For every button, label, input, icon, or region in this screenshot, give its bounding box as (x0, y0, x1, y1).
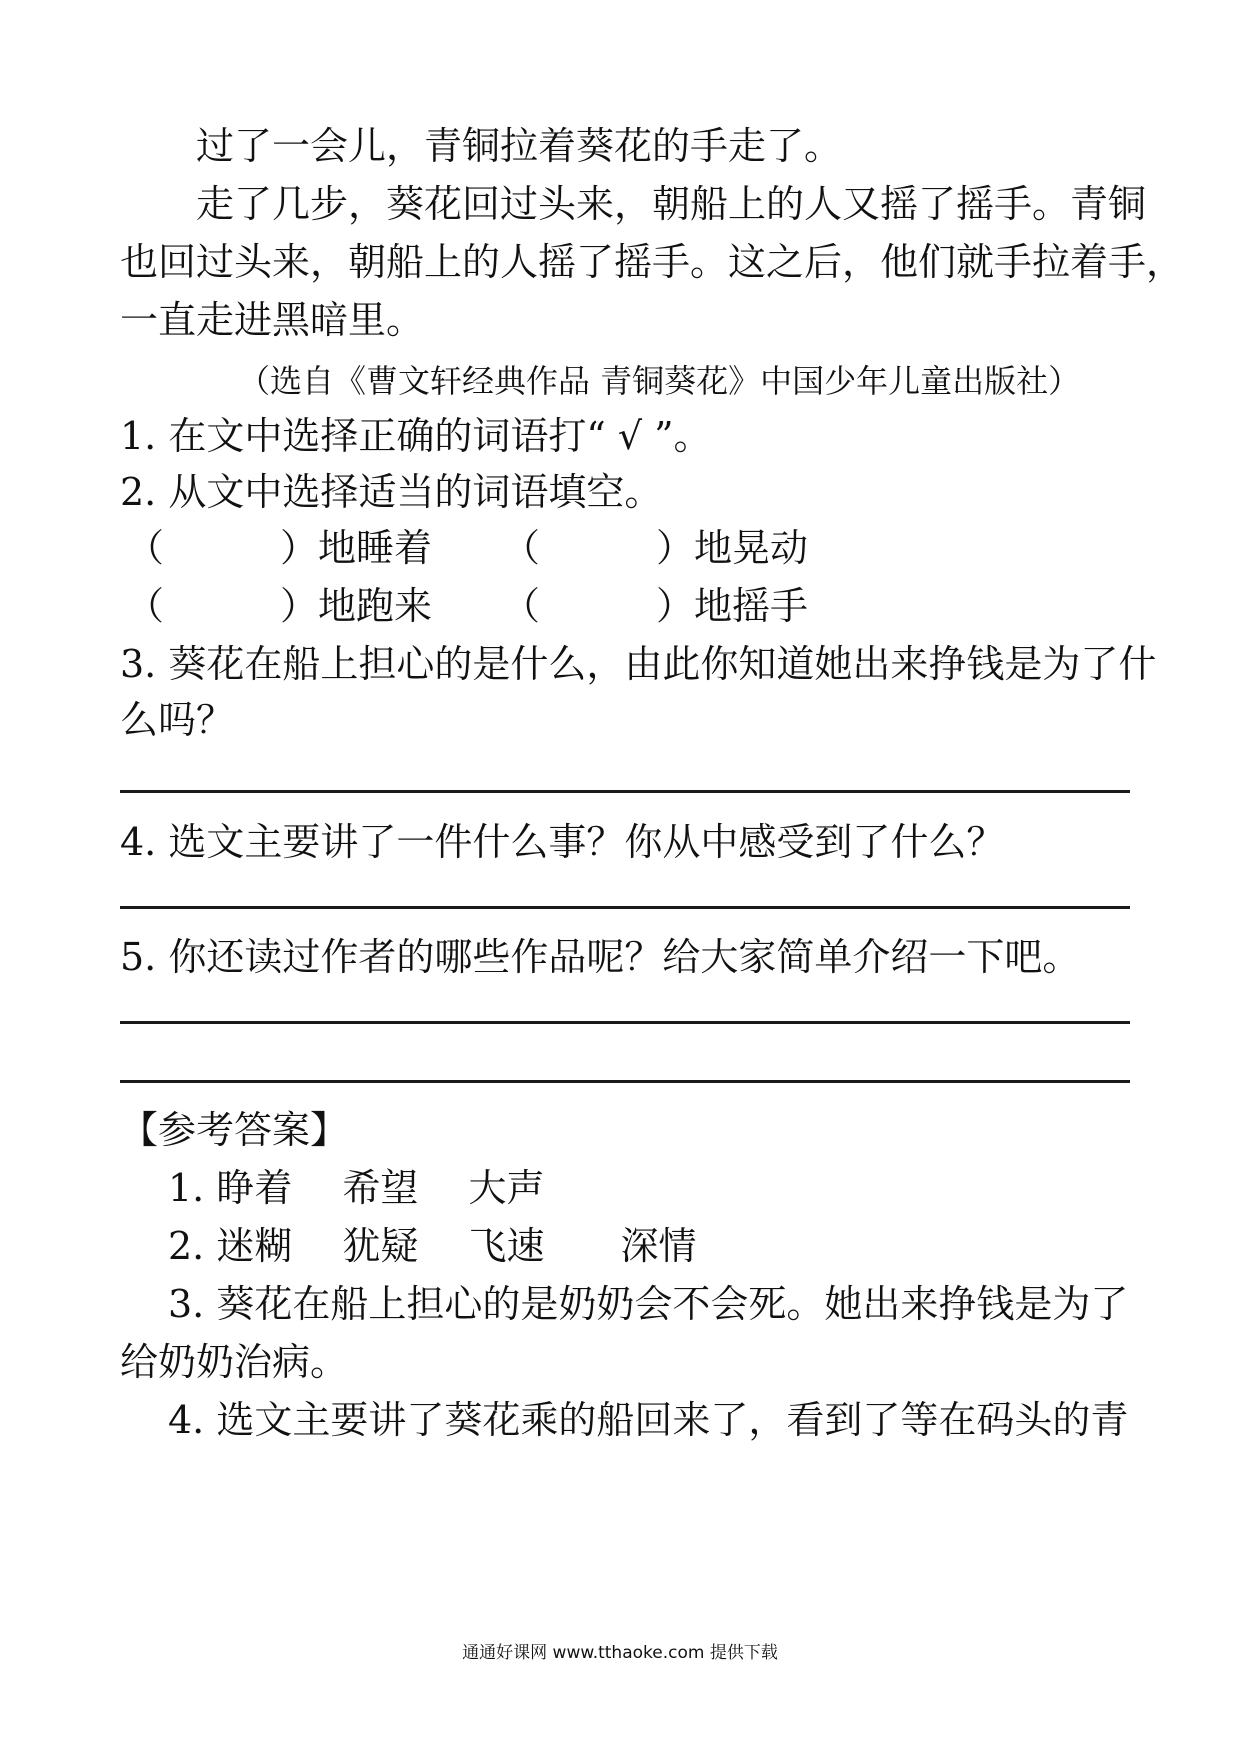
question-3-line-2: 么吗？ (120, 698, 235, 742)
answer-3-line-1: 3. 葵花在船上担心的是奶奶会不会死。她出来挣钱是为了 (168, 1282, 1129, 1326)
answers-heading: 【参考答案】 (120, 1108, 349, 1152)
blank-suffix: 地晃动 (694, 526, 809, 570)
answer-line-q3[interactable] (120, 790, 1130, 793)
close-paren: ） (656, 526, 695, 570)
passage-paragraph-2-line-1: 走了几步，葵花回过头来，朝船上的人又摇了摇手。青铜 (196, 182, 1147, 226)
question-5: 5. 你还读过作者的哪些作品呢？给大家简单介绍一下吧。 (120, 935, 1081, 979)
answer-line-q5-2[interactable] (120, 1080, 1130, 1083)
fill-blank-3[interactable] (126, 584, 432, 628)
fill-blank-4[interactable] (502, 584, 808, 628)
blank-suffix: 地睡着 (318, 526, 433, 570)
open-paren: （ (502, 584, 541, 628)
close-paren: ） (280, 584, 319, 628)
question-1: 1. 在文中选择正确的词语打“ √ ”。 (120, 414, 712, 458)
answer-1: 1. 睁着 希望 大声 (168, 1166, 545, 1210)
passage-paragraph-2-line-3: 一直走进黑暗里。 (120, 298, 425, 342)
source-citation: （选自《曹文轩经典作品 青铜葵花》中国少年儿童出版社） (238, 362, 1081, 400)
open-paren: （ (502, 526, 541, 570)
fill-blank-2[interactable] (502, 526, 808, 570)
answer-line-q5-1[interactable] (120, 1021, 1130, 1024)
blank-suffix: 地跑来 (318, 584, 433, 628)
fill-blank-1[interactable] (126, 526, 432, 570)
passage-paragraph-2-line-2: 也回过头来，朝船上的人摇了摇手。这之后，他们就手拉着手， (120, 240, 1185, 284)
open-paren: （ (126, 584, 165, 628)
answer-4-line-1: 4. 选文主要讲了葵花乘的船回来了，看到了等在码头的青 (168, 1398, 1129, 1442)
question-4: 4. 选文主要讲了一件什么事？你从中感受到了什么？ (120, 820, 1005, 864)
answer-3-line-2: 给奶奶治病。 (120, 1340, 349, 1384)
question-2: 2. 从文中选择适当的词语填空。 (120, 470, 663, 514)
question-3-line-1: 3. 葵花在船上担心的是什么，由此你知道她出来挣钱是为了什 (120, 642, 1157, 686)
blank-suffix: 地摇手 (694, 584, 809, 628)
close-paren: ） (280, 526, 319, 570)
page-footer: 通通好课网 www.tthaoke.com 提供下载 (462, 1643, 778, 1663)
passage-paragraph-1: 过了一会儿，青铜拉着葵花的手走了。 (196, 124, 843, 168)
close-paren: ） (656, 584, 695, 628)
answer-2: 2. 迷糊 犹疑 飞速 深情 (168, 1224, 697, 1268)
open-paren: （ (126, 526, 165, 570)
answer-line-q4[interactable] (120, 906, 1130, 909)
